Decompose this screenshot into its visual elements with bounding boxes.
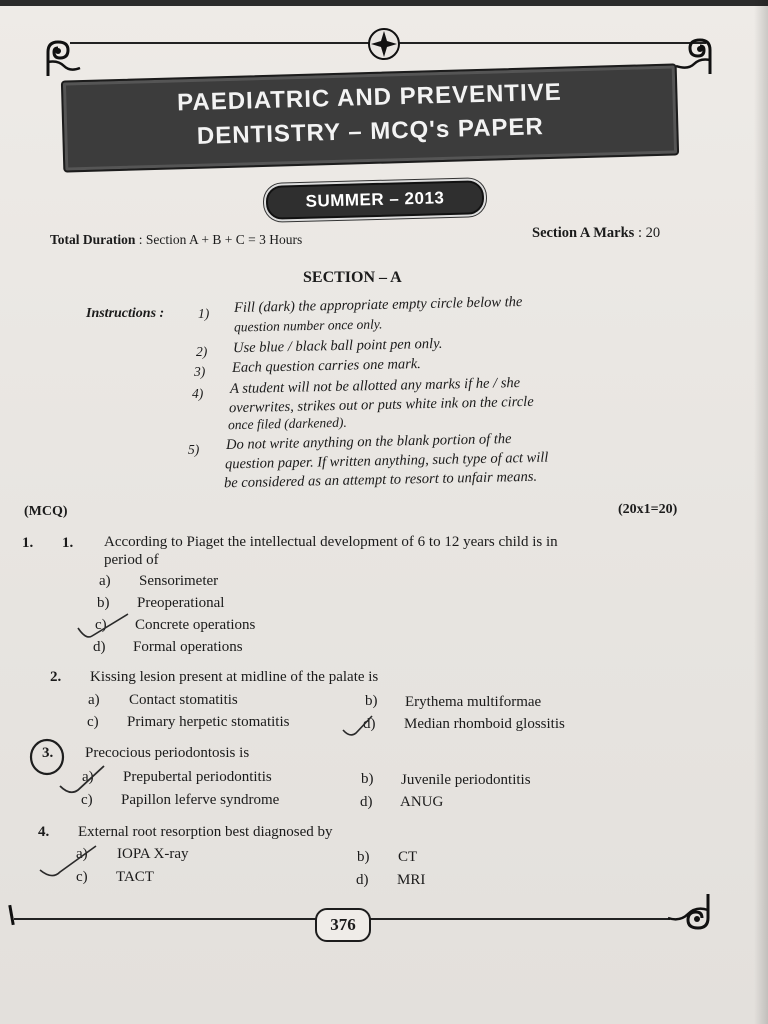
scan-right-edge <box>754 0 768 1024</box>
q3-number: 3. <box>42 745 54 761</box>
q2-option-b-key: b) <box>365 693 378 709</box>
corner-ornament-left-icon <box>44 38 84 80</box>
q1-option-d-key: d) <box>93 639 106 655</box>
q1-option-b: Preoperational <box>137 595 225 611</box>
q4-option-a: IOPA X-ray <box>117 846 189 862</box>
q4-option-c: TACT <box>116 869 154 885</box>
instruction-5-line-1: Do not write anything on the blank portion of the <box>225 431 512 453</box>
page-number: 376 <box>315 908 371 942</box>
q4-option-b: CT <box>398 849 418 865</box>
q3-text: Precocious periodontosis is <box>85 745 250 761</box>
marks-value: : 20 <box>637 225 661 241</box>
marks-label: Section A Marks <box>532 225 635 241</box>
compass-ornament-icon <box>366 26 402 62</box>
bottom-left-tick <box>8 905 14 925</box>
q2-option-a: Contact stomatitis <box>129 692 238 708</box>
instruction-5-line-2: question paper. If written anything, such type of act will <box>224 449 549 473</box>
q3-option-c: Papillon leferve syndrome <box>121 792 280 808</box>
instruction-1-number: 1) <box>198 306 210 321</box>
q4-option-a-key: a) <box>76 846 88 862</box>
q3-option-d: ANUG <box>400 794 444 810</box>
instructions-label: Instructions : <box>86 306 165 321</box>
q1-option-b-key: b) <box>97 595 110 611</box>
q3-option-a: Prepubertal periodontitis <box>123 769 272 785</box>
q2-option-d-key: d) <box>363 716 376 732</box>
q3-option-a-key: a) <box>82 769 94 785</box>
q1-option-c: Concrete operations <box>135 617 256 633</box>
q4-option-c-key: c) <box>76 869 88 885</box>
q4-option-b-key: b) <box>357 849 370 865</box>
instruction-3-number: 3) <box>194 364 206 379</box>
instruction-4-line-1: A student will not be allotted any marks if he / she <box>229 374 521 398</box>
instruction-4-line-2: overwrites, strikes out or puts white ink on the circle <box>228 393 534 417</box>
instruction-2-number: 2) <box>196 344 208 359</box>
mcq-marks: (20x1=20) <box>618 502 678 517</box>
mcq-label: (MCQ) <box>24 504 68 519</box>
q2-option-a-key: a) <box>88 692 100 708</box>
q3-option-c-key: c) <box>81 792 93 808</box>
instruction-5-number: 5) <box>188 442 200 457</box>
section-title: SECTION – A <box>303 269 402 286</box>
corner-ornament-right-icon <box>672 34 714 78</box>
instruction-4-line-3: once filed (darkened). <box>227 414 347 433</box>
q1-option-a: Sensorimeter <box>139 573 219 589</box>
q3-option-b-key: b) <box>361 771 374 787</box>
q4-text: External root resorption best diagnosed by <box>78 824 333 840</box>
q4-number: 4. <box>38 824 50 840</box>
duration-label: Total Duration <box>50 232 136 247</box>
duration-value: : Section A + B + C = 3 Hours <box>138 232 303 247</box>
q1-option-d: Formal operations <box>133 639 243 655</box>
q1-number: 1. <box>62 535 74 551</box>
q3-option-d-key: d) <box>360 794 373 810</box>
q4-option-d: MRI <box>397 872 426 888</box>
scan-top-edge <box>0 0 768 6</box>
q2-option-b: Erythema multiformae <box>405 694 542 710</box>
instruction-3-line-1: Each question carries one mark. <box>231 356 422 376</box>
total-duration <box>50 232 302 248</box>
q2-option-c: Primary herpetic stomatitis <box>127 714 290 730</box>
q2-option-d: Median rhomboid glossitis <box>404 716 565 732</box>
q1-outer-number: 1. <box>22 535 34 551</box>
title-banner <box>61 63 679 172</box>
q1-text-line-1: According to Piaget the intellectual development of 6 to 12 years child is in <box>104 534 558 550</box>
instruction-2-line-1: Use blue / black ball point pen only. <box>232 335 443 357</box>
q3-option-b: Juvenile periodontitis <box>401 772 531 788</box>
title-line-1: PAEDIATRIC AND PREVENTIVE <box>176 78 563 117</box>
instruction-1-line-1: Fill (dark) the appropriate empty circle below the <box>233 293 523 317</box>
title-line-2: DENTISTRY – MCQ's PAPER <box>196 113 545 150</box>
q4-option-d-key: d) <box>356 872 369 888</box>
corner-ornament-bottom-right-icon <box>664 888 712 932</box>
session-badge: SUMMER – 2013 <box>266 180 485 220</box>
q2-text: Kissing lesion present at midline of the palate is <box>90 669 379 685</box>
instruction-1-line-2: question number once only. <box>233 316 383 335</box>
q1-text-line-2: period of <box>104 552 159 568</box>
instruction-4-number: 4) <box>192 386 204 401</box>
q1-option-c-key: c) <box>95 617 107 633</box>
section-marks <box>532 225 660 242</box>
instruction-5-line-3: be considered as an attempt to resort to unfair means. <box>223 468 538 492</box>
q2-number: 2. <box>50 669 62 685</box>
q1-option-a-key: a) <box>99 573 111 589</box>
q2-option-c-key: c) <box>87 714 99 730</box>
